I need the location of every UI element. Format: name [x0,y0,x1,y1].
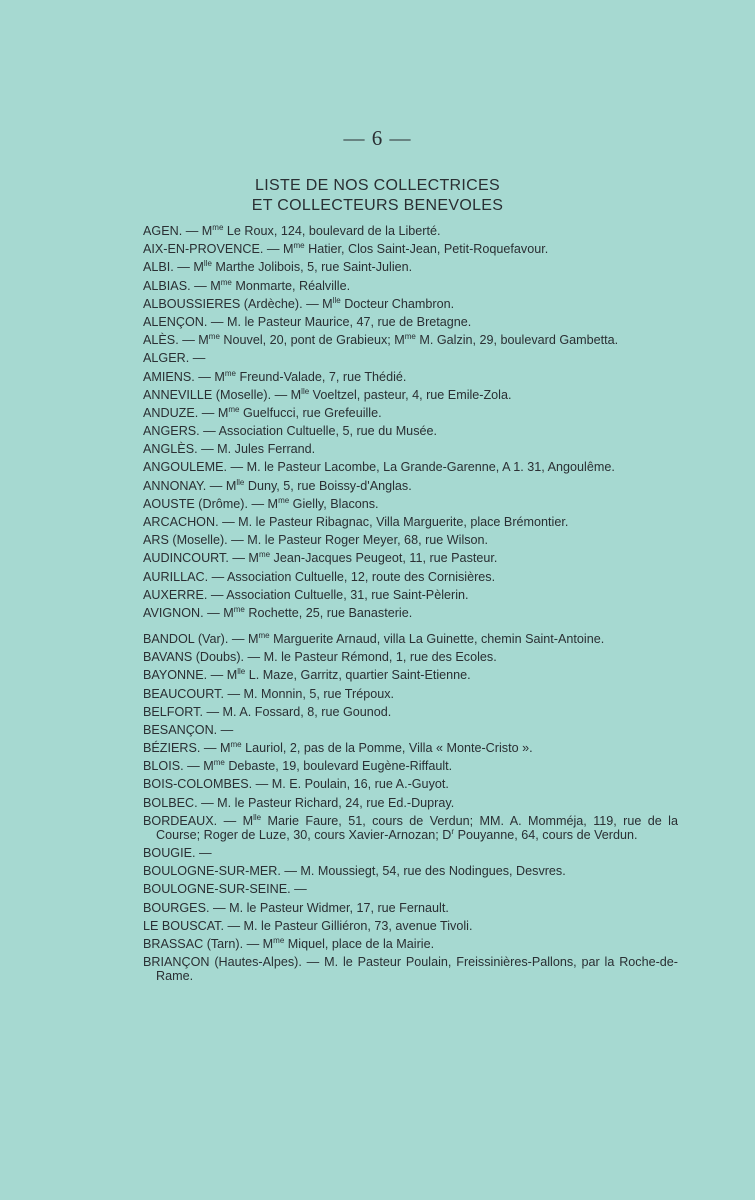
entry-details: — M. Monnin, 5, rue Trépoux. [223,686,395,701]
entry-details: — M. le Pasteur Ribagnac, Villa Marguerite, place Brémontier. [218,515,569,529]
list-item [143,351,678,365]
entry-details: — M. Jules Ferrand. [197,442,316,457]
entry-place: ANGOULEME. [143,460,227,475]
entry-details: — $M^{me}$ Nouvel, 20, pont de Grabieux; $M^{me}$ M. Galzin, 29, boulevard Gambetta. [178,332,619,348]
list-item [143,297,678,311]
entry-place: BEAUCOURT. [143,686,224,701]
list-item [143,777,678,791]
list-item [143,551,678,565]
list-item [143,570,678,584]
entry-place: ARCACHON. [143,515,219,529]
entry-details: — $M^{me}$ Miquel, place de la Mairie. [243,935,435,951]
list-item [143,919,678,933]
entry-details: — $M^{me}$ Le Roux, 124, boulevard de la Liberté. [182,223,441,238]
list-item [143,723,678,737]
page-number: — 6 — [343,126,412,150]
entry-details: — $M^{lle}$ Voeltzel, pasteur, 4, rue Emile-Zola. [271,386,512,402]
entry-place: ALBIAS. [143,278,191,293]
entry-details: — $M^{me}$ Monmarte, Réalville. [190,277,351,293]
list-item [143,741,678,755]
entry-place: BOIS-COLOMBES. [143,777,253,792]
entry-place: AMIENS. [143,369,195,384]
list-item [143,937,678,951]
entry-place: BANDOL (Var). [143,631,229,646]
entry-place: BRIANÇON (Hautes-Alpes). [143,955,302,970]
title-line-2: ET COLLECTEURS BENEVOLES [251,197,504,214]
list-item [143,260,678,274]
entry-details: — M. le Pasteur Rémond, 1, rue des Ecoles. [244,650,497,665]
list-item [143,333,678,347]
entry-details: — $M^{me}$ Debaste, 19, boulevard Eugène-Riffault. [183,758,453,774]
list-item [143,315,678,329]
title-line-1: LISTE DE NOS COLLECTRICES [255,177,500,194]
entry-place: BAYONNE. [143,668,208,683]
entry-details: — M. le Pasteur Maurice, 47, rue de Bretagne. [207,314,472,329]
entry-place: ARS (Moselle). [143,533,228,548]
list-item [143,705,678,719]
entry-place: AGEN. [143,224,183,238]
entry-details: — $M^{lle}$ Docteur Chambron. [302,295,455,311]
entry-place: ALÈS. [143,333,179,348]
list-item [143,442,678,456]
entry-place: AUXERRE. [143,587,208,602]
page-title [0,176,755,216]
entry-place: BOURGES. [143,900,210,915]
entry-details: — [189,351,206,366]
list-item [143,687,678,701]
list-item [143,515,678,529]
entry-place: BOULOGNE-SUR-SEINE. [143,882,291,897]
entry-place: BRASSAC (Tarn). [143,936,244,951]
entry-details: — $M^{lle}$ Marie Faure, 51, cours de Verdun; MM. A. Momméja, 119, rue de la Course; Roger de Luze, 30, cours Xavier-Arnozan; $D^r$ Pouyanne, 64, cours de Verdun. [156,812,678,842]
entry-place: BELFORT. [143,704,203,719]
list-item [143,650,678,664]
entry-details: — M. A. Fossard, 8, rue Gounod. [202,704,392,719]
list-item [143,460,678,474]
entry-place: ANNONAY. [143,478,207,493]
entry-place: ANGLÈS. [143,442,198,457]
list-item [143,533,678,547]
entry-place: ALGER. [143,351,190,366]
entry-place: BAVANS (Doubs). [143,650,245,665]
entry-details: — [195,846,212,860]
list-item [143,424,678,438]
entry-place: BORDEAUX. [143,813,218,828]
entry-place: AUDINCOURT. [143,551,229,566]
entry-place: LE BOUSCAT. [143,918,224,933]
entry-details: — $M^{lle}$ L. Maze, Garritz, quartier Saint-Etienne. [207,667,471,683]
entry-details: — $M^{me}$ Gielly, Blacons. [247,495,379,511]
entry-place: BESANÇON. [143,722,218,737]
list-item [143,814,678,842]
entry-place: ALENÇON. [143,314,208,329]
entry-place: BÉZIERS. [143,741,201,756]
list-item [143,279,678,293]
entry-place: BOULOGNE-SUR-MER. [143,864,281,879]
list-item [143,955,678,983]
list-item [143,388,678,402]
list-item [143,759,678,773]
entry-place: BLOIS. [143,759,184,774]
list-item [143,224,678,238]
entry-place: AIX-EN-PROVENCE. [143,242,264,257]
entry-place: AURILLAC. [143,569,209,584]
entry-place: ALBOUSSIERES (Ardèche). [143,296,303,311]
entry-details: — Association Cultuelle, 12, route des Cornisières. [208,569,496,584]
entry-details: — M. le Pasteur Widmer, 17, rue Fernault. [209,900,449,915]
entry-details: — $M^{me}$ Jean-Jacques Peugeot, 11, rue Pasteur. [228,550,498,566]
entry-details: — M. le Pasteur Poulain, Freissinières-Pallons, par la Roche-de-Rame. [156,955,678,984]
entry-place: BOLBEC. [143,795,198,810]
list-item [143,846,678,860]
entry-details: — $M^{me}$ Marguerite Arnaud, villa La Guinette, chemin Saint-Antoine. [228,630,605,646]
collector-list [143,224,678,987]
list-item [143,370,678,384]
list-item [143,606,678,620]
list-item [143,796,678,810]
entry-details: — M. le Pasteur Gilliéron, 73, avenue Tivoli. [223,918,473,933]
list-item [143,668,678,682]
entry-place: ANNEVILLE (Moselle). [143,387,272,402]
entry-details: — $M^{me}$ Hatier, Clos Saint-Jean, Petit-Roquefavour. [263,241,549,257]
entry-place: ALBI. [143,260,174,275]
list-item [143,632,678,646]
entry-place: AVIGNON. [143,605,204,620]
list-item [143,242,678,256]
entry-details: — [290,882,307,897]
entry-place: ANGERS. [143,424,200,439]
list-item [143,864,678,878]
list-item [143,901,678,915]
entry-details: — M. le Pasteur Roger Meyer, 68, rue Wilson. [227,533,489,548]
entry-place: AOUSTE (Drôme). [143,496,248,511]
list-item [143,882,678,896]
list-item [143,479,678,493]
entry-details: — M. Moussiegt, 54, rue des Nodingues, Desvres. [280,864,566,879]
entry-details: — Association Cultuelle, 5, rue du Musée. [199,424,437,439]
list-item [143,588,678,602]
entry-details: — M. le Pasteur Lacombe, La Grande-Garenne, A 1. 31, Angoulême. [226,460,615,475]
entry-details: — $M^{me}$ Guelfucci, rue Grefeuille. [198,404,382,420]
entry-details: — M. E. Poulain, 16, rue A.-Guyot. [252,777,449,792]
list-item [143,497,678,511]
entry-details: — $M^{me}$ Rochette, 25, rue Banasterie. [203,604,413,620]
entry-details: — $M^{lle}$ Duny, 5, rue Boissy-d'Anglas. [206,477,412,493]
entry-place: BOUGIE. [143,846,196,860]
entry-details: — $M^{lle}$ Marthe Jolibois, 5, rue Saint-Julien. [173,259,413,275]
entry-details: — Association Cultuelle, 31, rue Saint-Pèlerin. [207,587,469,602]
entry-details: — $M^{me}$ Lauriol, 2, pas de la Pomme, Villa « Monte-Cristo ». [200,740,533,756]
entry-details: — [217,722,234,737]
entry-place: ANDUZE. [143,405,199,420]
entry-details: — M. le Pasteur Richard, 24, rue Ed.-Dupray. [197,795,455,810]
entry-details: — $M^{me}$ Freund-Valade, 7, rue Thédié. [194,368,407,384]
list-item [143,406,678,420]
